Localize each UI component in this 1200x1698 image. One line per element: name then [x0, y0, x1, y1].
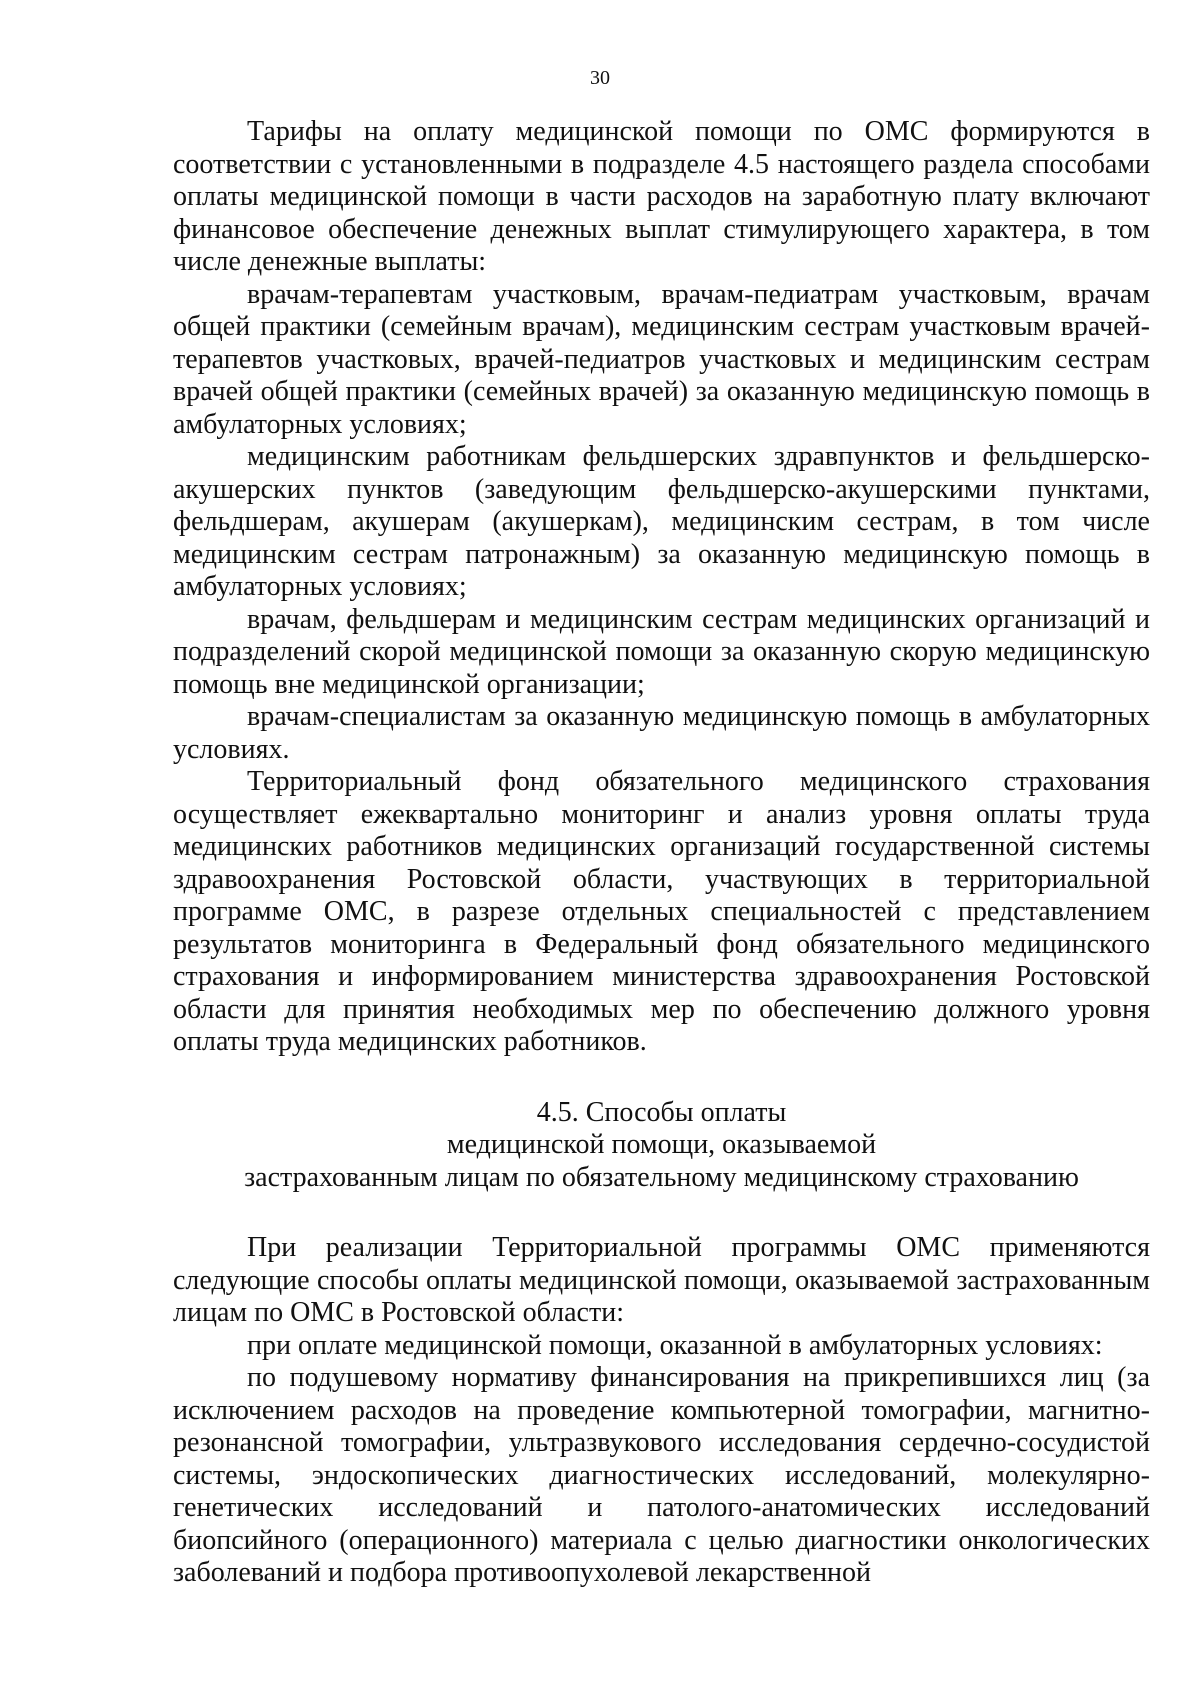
section-heading-line-2: медицинской помощи, оказываемой [446, 1129, 877, 1160]
paragraph-specialists: врачам-специалистам за оказанную медицинскую помощь в амбулаторных условиях. [173, 701, 1150, 765]
paragraph-per-capita-norm: по подушевому нормативу финансирования на прикрепившихся лиц (за исключением расходов на проведение компьютерной томографии, магнитно-резонансной томографии, ультразвукового исследования сердечно-сосудистой системы, эндоскопических диагностических исследований, молекулярно-генетических исследований и патолого-анатомических исследований биопсийного (операционного) материала с целью диагностики онкологических заболеваний и подбора противоопухолевой лекарственной [173, 1362, 1150, 1588]
page-number: 30 [590, 67, 610, 89]
paragraph-district-doctors: врачам-терапевтам участковым, врачам-педиатрам участковым, врачам общей практики (семейным врачам), медицинским сестрам участковым врачей-терапевтов участковых, врачей-педиатров участковых и медицинским сестрам врачей общей практики (семейных врачей) за оказанную медицинскую помощь в амбулаторных условиях; [173, 278, 1150, 440]
paragraph-tariffs: Тарифы на оплату медицинской помощи по ОМС формируются в соответствии с установленными в подразделе 4.5 настоящего раздела способами оплаты медицинской помощи в части расходов на заработную плату включают финансовое обеспечение денежных выплат стимулирующего характера, в том числе денежные выплаты: [173, 116, 1150, 277]
section-heading [173, 1097, 1150, 1195]
paragraph-feldsher-points: медицинским работникам фельдшерских здравпунктов и фельдшерско-акушерских пунктов (заведующим фельдшерско-акушерскими пунктами, фельдшерам, акушерам (акушеркам), медицинским сестрам, в том числе медицинским сестрам патронажным) за оказанную медицинскую помощь в амбулаторных условиях; [173, 441, 1150, 602]
document-body [173, 116, 1150, 1590]
paragraph-outpatient-payment: при оплате медицинской помощи, оказанной в амбулаторных условиях: [247, 1329, 1103, 1361]
section-heading-line-3: застрахованным лицам по обязательному медицинскому страхованию [244, 1161, 1079, 1193]
paragraph-monitoring: Территориальный фонд обязательного медицинского страхования осуществляет ежеквартально мониторинг и анализ уровня оплаты труда медицинских работников медицинских организаций государственной системы здравоохранения Ростовской области, участвующих в территориальной программе ОМС, в разрезе отдельных специальностей с представлением результатов мониторинга в Федеральный фонд обязательного медицинского страхования и информированием министерства здравоохранения Ростовской области для принятия необходимых мер по обеспечению должного уровня оплаты труда медицинских работников. [173, 766, 1150, 1057]
paragraph-emergency-care: врачам, фельдшерам и медицинским сестрам медицинских организаций и подразделений скорой медицинской помощи за оказанную скорую медицинскую помощь вне медицинской организации; [173, 603, 1150, 700]
paragraph-payment-methods: При реализации Территориальной программы ОМС применяются следующие способы оплаты медицинской помощи, оказываемой застрахованным лицам по ОМС в Ростовской области: [173, 1232, 1150, 1328]
section-heading-line-1: 4.5. Способы оплаты [536, 1096, 787, 1128]
